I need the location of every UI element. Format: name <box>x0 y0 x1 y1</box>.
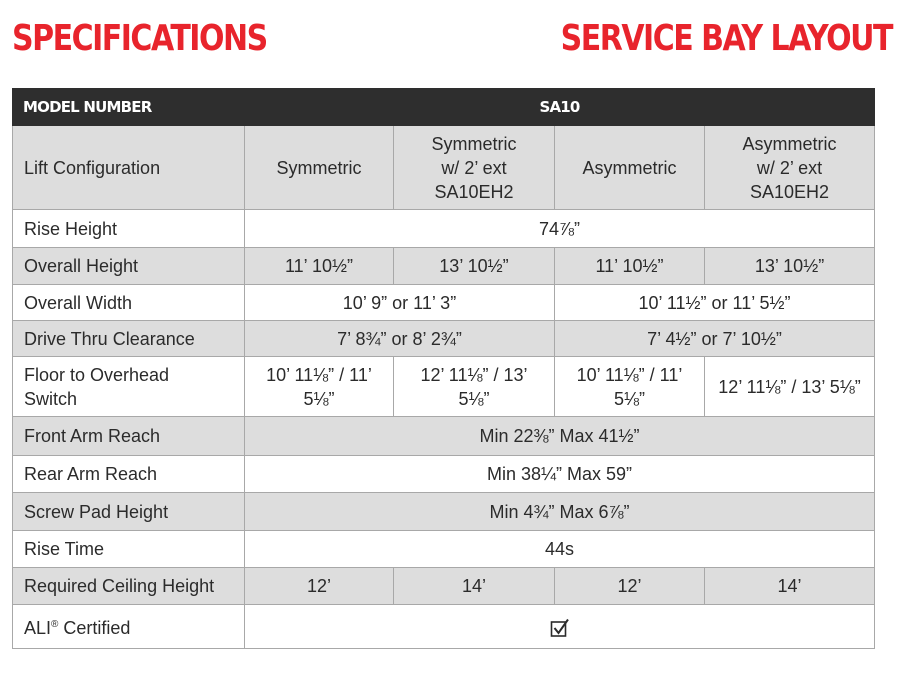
table-row <box>13 357 875 417</box>
value-cell: 14’ <box>394 568 555 605</box>
value-cell <box>245 605 875 649</box>
value-cell: 13’ 10½” <box>394 248 555 285</box>
value-cell: 10’ 11⅛” / 11’ 5⅛” <box>245 357 394 417</box>
value-cell: 11’ 10½” <box>555 248 705 285</box>
table-row <box>13 210 875 248</box>
row-label: Rise Height <box>13 210 245 248</box>
value-cell: 10’ 11½” or 11’ 5½” <box>555 285 875 321</box>
checked-box-icon <box>550 618 570 638</box>
value-cell: 12’ 11⅛” / 13’ 5⅛” <box>394 357 555 417</box>
row-label: Drive Thru Clearance <box>13 321 245 357</box>
table-row <box>13 126 875 210</box>
value-cell: 13’ 10½” <box>705 248 875 285</box>
value-cell: 14’ <box>705 568 875 605</box>
value-cell: 74⅞” <box>245 210 875 248</box>
row-label: Overall Height <box>13 248 245 285</box>
value-cell: Min 38¼” Max 59” <box>245 456 875 493</box>
header-row <box>13 89 875 126</box>
config-cell: Asymmetric w/ 2’ ext SA10EH2 <box>705 126 875 210</box>
value-cell: Min 22⅜” Max 41½” <box>245 417 875 456</box>
model-number-header: MODEL NUMBER <box>13 89 245 126</box>
value-cell: 12’ 11⅛” / 13’ 5⅛” <box>705 357 875 417</box>
registered-mark: ® <box>51 619 59 630</box>
table-row <box>13 248 875 285</box>
certified-label: Certified <box>58 618 131 638</box>
value-cell: Min 4¾” Max 6⅞” <box>245 493 875 531</box>
value-cell: 7’ 8¾” or 8’ 2¾” <box>245 321 555 357</box>
model-value-header: SA10 <box>245 89 875 126</box>
config-cell: Symmetric <box>245 126 394 210</box>
row-label: Floor to Overhead Switch <box>13 357 245 417</box>
config-cell: Symmetric w/ 2’ ext SA10EH2 <box>394 126 555 210</box>
value-cell: 10’ 11⅛” / 11’ 5⅛” <box>555 357 705 417</box>
table-row <box>13 321 875 357</box>
value-cell: 10’ 9” or 11’ 3” <box>245 285 555 321</box>
ali-label: ALI <box>24 618 52 638</box>
row-label: Required Ceiling Height <box>13 568 245 605</box>
row-label: Screw Pad Height <box>13 493 245 531</box>
specifications-title: SPECIFICATIONS <box>12 18 267 60</box>
table-row <box>13 285 875 321</box>
specifications-table <box>12 88 875 649</box>
table-row <box>13 417 875 456</box>
table-row <box>13 568 875 605</box>
row-label: Front Arm Reach <box>13 417 245 456</box>
table-row <box>13 493 875 531</box>
service-bay-layout-title: SERVICE BAY LAYOUT <box>560 18 892 60</box>
value-cell: 11’ 10½” <box>245 248 394 285</box>
value-cell: 12’ <box>245 568 394 605</box>
config-cell: Asymmetric <box>555 126 705 210</box>
value-cell: 12’ <box>555 568 705 605</box>
table-row <box>13 456 875 493</box>
value-cell: 7’ 4½” or 7’ 10½” <box>555 321 875 357</box>
row-label <box>13 605 245 649</box>
row-label: Rear Arm Reach <box>13 456 245 493</box>
row-label: Overall Width <box>13 285 245 321</box>
table-row <box>13 531 875 568</box>
row-label: Rise Time <box>13 531 245 568</box>
table-row <box>13 605 875 649</box>
row-label: Lift Configuration <box>13 126 245 210</box>
value-cell: 44s <box>245 531 875 568</box>
